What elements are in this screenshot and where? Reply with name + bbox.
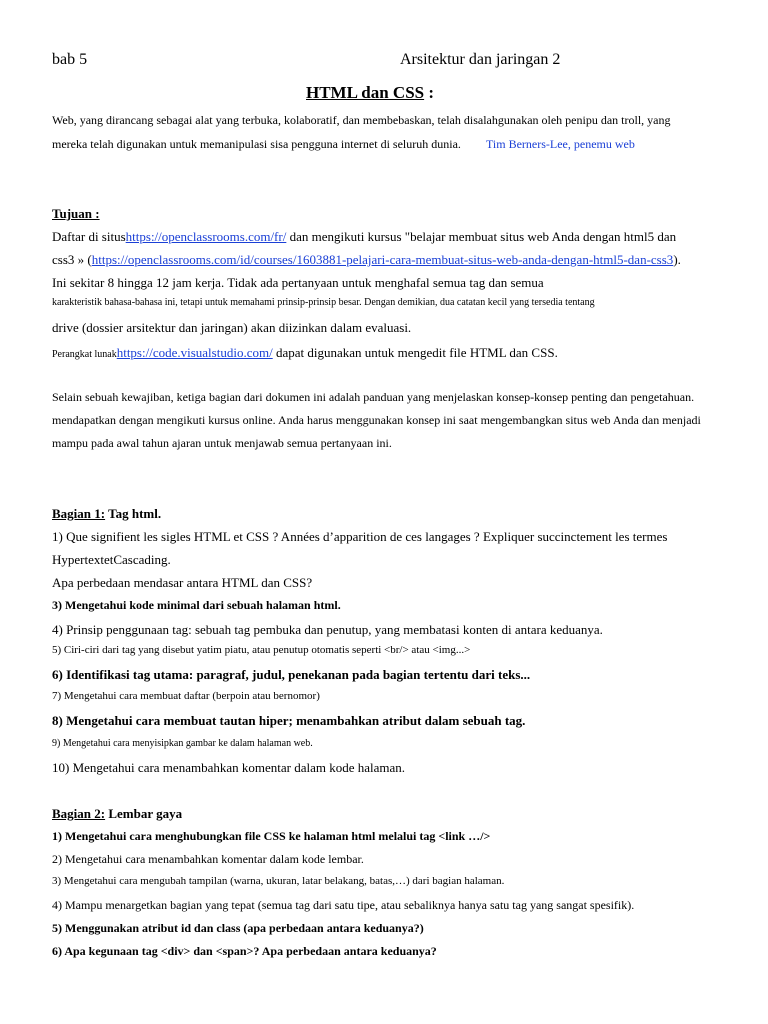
bagian-2-label: Bagian 2: [52,806,106,821]
tujuan-line-3: Ini sekitar 8 hingga 12 jam kerja. Tidak ada pertanyaan untuk menghafal semua tag dan semua [52,275,544,290]
tujuan-line-6-pre: Perangkat lunak [52,349,117,360]
chapter-label: bab 5 [52,51,88,68]
bagian-1-q1b: HypertextetCascading. [52,552,171,567]
bagian-1-q1c: Apa perbedaan mendasar antara HTML dan CSS? [52,575,313,590]
bagian-1-q8: 8) Mengetahui cara membuat tautan hiper; menambahkan atribut dalam sebuah tag. [52,713,526,728]
bagian-2-q3: 3) Mengetahui cara mengubah tampilan (warna, ukuran, latar belakang, batas,…) dari bagian halaman. [52,875,505,887]
tujuan-heading: Tujuan : [52,206,100,221]
tujuan-line-2 [52,252,681,268]
bagian-2-heading [52,806,182,822]
bagian-1-q4: 4) Prinsip penggunaan tag: sebuah tag pembuka dan penutup, yang membatasi konten di antara keduanya. [52,622,603,637]
tujuan-line-2-post: ). [673,252,681,267]
tujuan-line-4: karakteristik bahasa-bahasa ini, tetapi untuk memahami prinsip-prinsip besar. Dengan demikian, dua catatan kecil yang tersedia tentang [52,297,595,308]
bagian-2-q5: 5) Menggunakan atribut id dan class (apa perbedaan antara keduanya?) [52,921,424,935]
bagian-1-q3: 3) Mengetahui kode minimal dari sebuah halaman html. [52,598,341,612]
bagian-2-q1: 1) Mengetahui cara menghubungkan file CSS ke halaman html melalui tag <link …/> [52,829,491,843]
bagian-1-title: Tag html. [105,506,162,521]
bagian-2-title: Lembar gaya [105,806,183,821]
bagian-1-q5: 5) Ciri-ciri dari tag yang disebut yatim piatu, atau penutup otomatis seperti <br/> atau <img...> [52,644,471,656]
bagian-2-q6: 6) Apa kegunaan tag <div> dan <span>? Apa perbedaan antara keduanya? [52,944,437,958]
tujuan-line-1-pre: Daftar di situs [52,229,126,244]
tujuan-line-1 [52,229,676,245]
bagian-1-q10: 10) Mengetahui cara menambahkan komentar dalam kode halaman. [52,760,406,775]
bagian-2-q4: 4) Mampu menargetkan bagian yang tepat (semua tag dari satu tipe, atau sebaliknya hanya satu tag yang sangat spesifik). [52,898,635,912]
vscode-link[interactable]: https://code.visualstudio.com/ [116,345,273,360]
tujuan-line-1-post: dan mengikuti kursus "belajar membuat situs web Anda dengan html5 dan [286,229,677,244]
tujuan-line-6-post: dapat digunakan untuk mengedit file HTML dan CSS. [272,345,558,360]
course-link[interactable]: https://openclassrooms.com/id/courses/1603881-pelajari-cara-membuat-situs-web-anda-dengan-html5-dan-css3 [91,252,674,267]
bagian-1-heading [52,506,161,522]
bagian-2-q2: 2) Mengetahui cara menambahkan komentar dalam kode lembar. [52,852,364,866]
bagian-1-q9: 9) Mengetahui cara menyisipkan gambar ke dalam halaman web. [52,738,313,749]
intro-line-2: mendapatkan dengan mengikuti kursus online. Anda harus menggunakan konsep ini saat mengembangkan situs web Anda dan menjadi [52,413,701,427]
tujuan-line-6 [52,344,558,362]
bagian-1-q1a: 1) Que signifient les sigles HTML et CSS ? Années d’apparition de ces langages ? Expliquer succinctement les termes [52,529,668,544]
quote-line-1: Web, yang dirancang sebagai alat yang terbuka, kolaboratif, dan membebaskan, telah disalahgunakan oleh penipu dan troll, yang [52,113,671,127]
bagian-1-q6: 6) Identifikasi tag utama: paragraf, judul, penekanan pada bagian tertentu dari teks... [52,667,531,682]
bagian-1-q7: 7) Mengetahui cara membuat daftar (berpoin atau bernomor) [52,690,320,702]
intro-line-3: mampu pada awal tahun ajaran untuk menjawab semua pertanyaan ini. [52,436,392,450]
page-title [306,83,434,103]
tujuan-line-5: drive (dossier arsitektur dan jaringan) akan diizinkan dalam evaluasi. [52,320,412,335]
course-title: Arsitektur dan jaringan 2 [400,51,561,68]
openclassrooms-link[interactable]: https://openclassrooms.com/fr/ [125,229,287,244]
quote-line-2: mereka telah digunakan untuk memanipulasi sisa pengguna internet di seluruh dunia. [52,137,461,151]
intro-line-1: Selain sebuah kewajiban, ketiga bagian dari dokumen ini adalah panduan yang menjelaskan konsep-konsep penting dan pengetahuan. [52,390,695,404]
page-title-text: HTML dan CSS [306,83,425,102]
quote-attribution: Tim Berners-Lee, penemu web [486,137,635,151]
tujuan-line-2-pre: css3 » ( [52,252,92,267]
bagian-1-label: Bagian 1: [52,506,106,521]
page-title-suffix: : [424,83,435,102]
